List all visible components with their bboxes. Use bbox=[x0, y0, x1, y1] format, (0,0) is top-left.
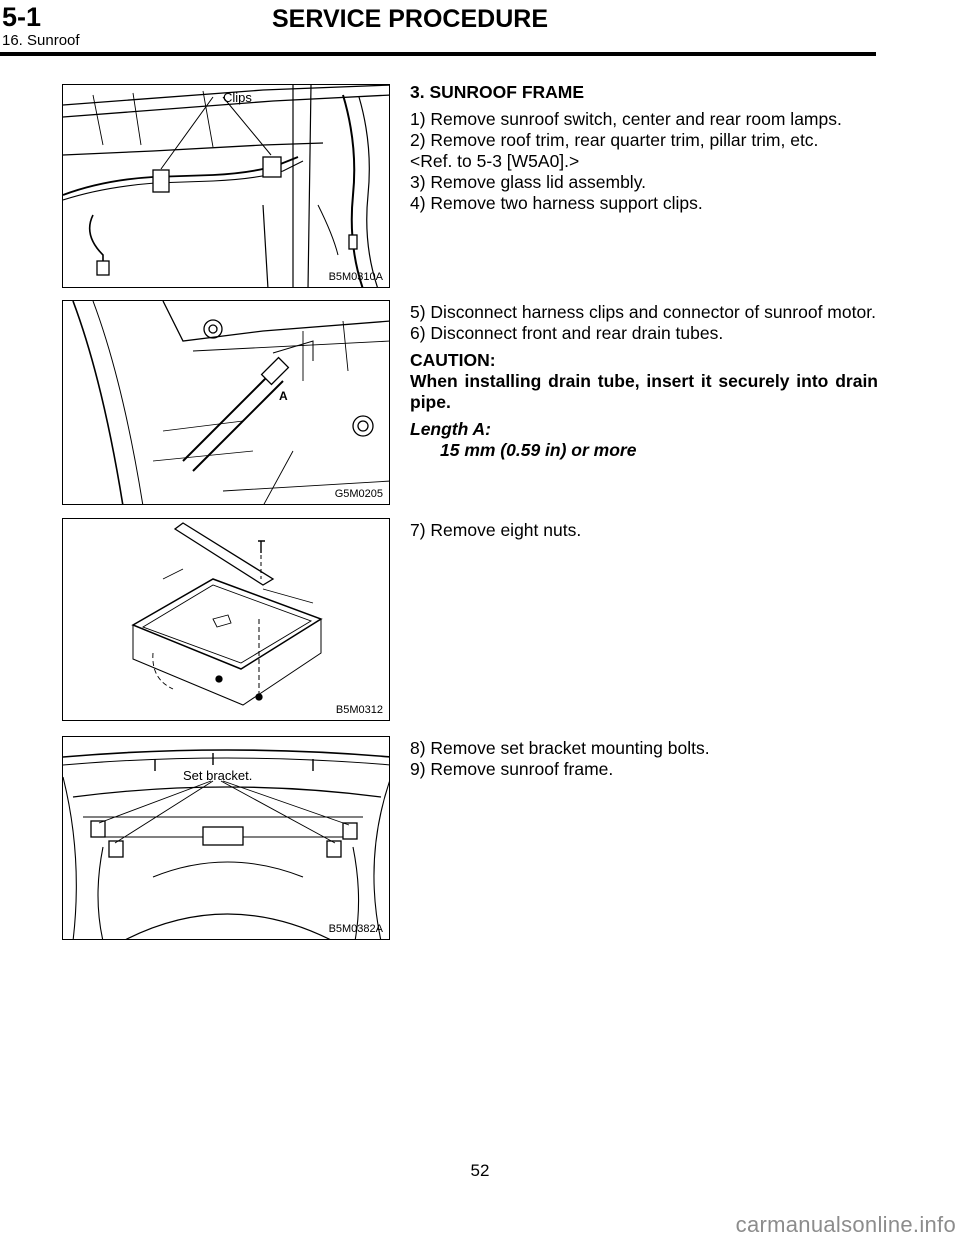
illustration-harness-clips bbox=[63, 85, 390, 288]
section-code: 5-1 bbox=[2, 2, 42, 32]
step-7: 7) Remove eight nuts. bbox=[410, 520, 582, 540]
figure-set-brackets bbox=[62, 736, 390, 940]
caution-heading: CAUTION: bbox=[410, 350, 496, 370]
step-5: 5) Disconnect harness clips and connector of sunroof motor. bbox=[410, 302, 876, 322]
figure-sunroof-nuts bbox=[62, 518, 390, 721]
section-heading: 3. SUNROOF FRAME bbox=[410, 82, 585, 102]
figure-code: B5M0312 bbox=[335, 704, 383, 716]
subsection-title: 16. Sunroof bbox=[2, 32, 80, 49]
text-block-nuts bbox=[410, 520, 878, 541]
step-6: 6) Disconnect front and rear drain tubes. bbox=[410, 323, 724, 343]
figure-code: G5M0205 bbox=[334, 488, 383, 500]
text-block-sunroof-frame bbox=[410, 82, 878, 214]
watermark: carmanualsonline.info bbox=[735, 1212, 956, 1237]
step-2: 2) Remove roof trim, rear quarter trim, pillar trim, etc. bbox=[410, 130, 819, 150]
step-4: 4) Remove two harness support clips. bbox=[410, 193, 703, 213]
figure-callout-a: A bbox=[279, 389, 288, 403]
illustration-drain-tube bbox=[63, 301, 390, 505]
step-3: 3) Remove glass lid assembly. bbox=[410, 172, 647, 192]
reference-link[interactable]: <Ref. to 5-3 [W5A0].> bbox=[410, 151, 580, 171]
caution-text: When installing drain tube, insert it securely into drain pipe. bbox=[410, 371, 878, 412]
section-title: SERVICE PROCEDURE bbox=[272, 5, 548, 33]
text-block-bracket bbox=[410, 738, 878, 780]
figure-code: B5M0382A bbox=[328, 923, 383, 935]
figure-code: B5M0310A bbox=[328, 271, 383, 283]
text-block-harness bbox=[410, 302, 878, 461]
step-9: 9) Remove sunroof frame. bbox=[410, 759, 614, 779]
illustration-sunroof-frame-nuts bbox=[63, 519, 390, 721]
figure-callout-set-bracket: Set bracket. bbox=[183, 768, 253, 783]
figure-harness-clips bbox=[62, 84, 390, 288]
length-heading: Length A: bbox=[410, 419, 491, 439]
page-number: 52 bbox=[470, 1161, 490, 1180]
figure-callout-clips: Clips bbox=[223, 90, 252, 105]
step-1: 1) Remove sunroof switch, center and rear room lamps. bbox=[410, 109, 842, 129]
step-8: 8) Remove set bracket mounting bolts. bbox=[410, 738, 710, 758]
length-value: 15 mm (0.59 in) or more bbox=[440, 440, 637, 460]
header-rule bbox=[0, 52, 876, 56]
figure-drain-tube bbox=[62, 300, 390, 505]
